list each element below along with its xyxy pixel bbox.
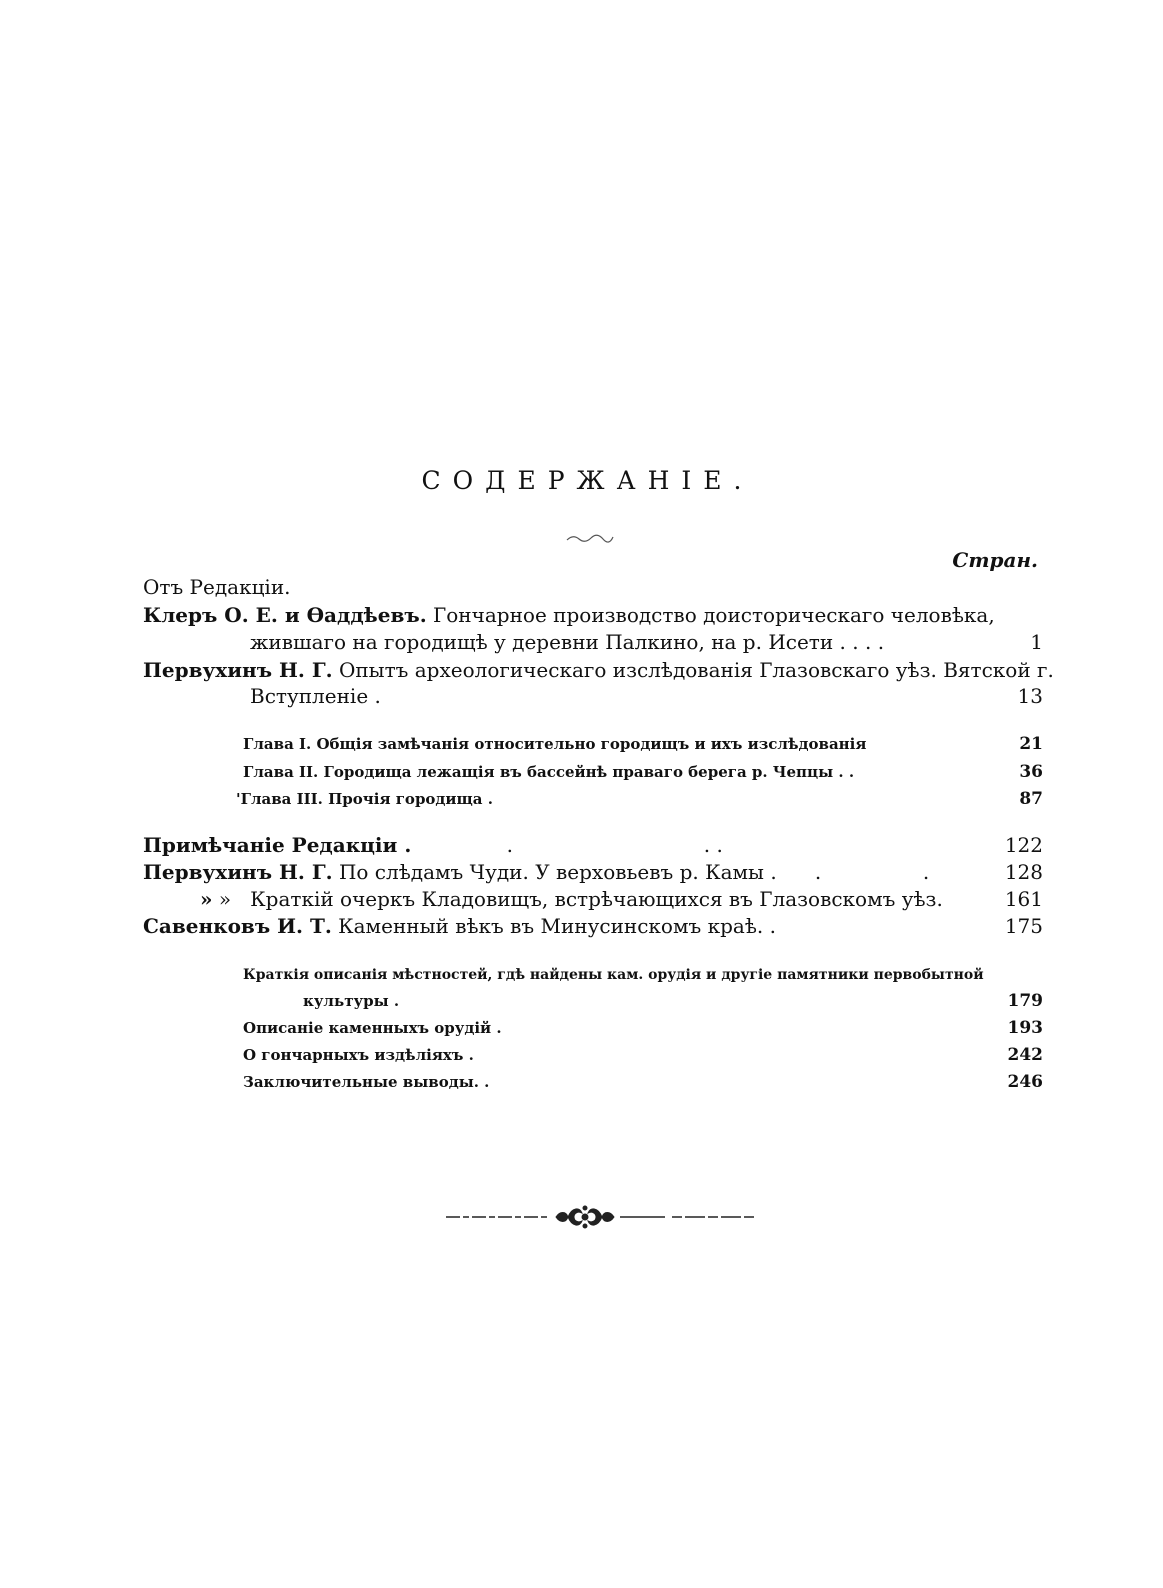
toc-entry-title: Опытъ археологическаго изслѣдованія Глазовскаго уѣз. Вятской г. <box>338 658 1054 682</box>
toc-subentry <box>0 757 1163 787</box>
toc-entry-title: Глава II. Городища лежащія въ бассейнѣ праваго берега р. Чепцы . . <box>243 763 855 781</box>
toc-entry-page: 246 <box>1007 1072 1043 1092</box>
closing-ornament <box>440 1203 760 1231</box>
toc-entry <box>0 911 1163 941</box>
toc-entry-title: жившаго на городищѣ у деревни Палкино, на р. Исети . . . . <box>250 630 885 654</box>
toc-entry-page: 36 <box>1019 762 1043 782</box>
toc-entry <box>0 627 1163 657</box>
toc-entry-text <box>143 911 776 941</box>
toc-entry-page: 21 <box>1019 734 1043 754</box>
toc-entry-page: 1 <box>1030 630 1043 654</box>
toc-entry-title: . . . <box>411 833 723 857</box>
toc-entry-page: 87 <box>1019 789 1043 809</box>
toc-entry-page: 161 <box>1004 887 1043 911</box>
toc-subentry <box>0 1067 1163 1097</box>
toc-subentry <box>0 986 1163 1016</box>
toc-entry-page: 122 <box>1004 833 1043 857</box>
toc-entry-author: Примѣчаніе Редакціи . <box>143 833 412 857</box>
toc-entry-title: О гончарныхъ издѣліяхъ . <box>243 1046 474 1064</box>
toc-entry-page: 175 <box>1004 914 1043 938</box>
toc-entry-page: 128 <box>1004 860 1043 884</box>
toc-subentry <box>0 729 1163 759</box>
toc-entry-title: » Краткій очеркъ Кладовищъ, встрѣчающихся въ Глазовскомъ уѣз. <box>218 887 943 911</box>
toc-entry-title: Описаніе каменныхъ орудій . <box>243 1019 502 1037</box>
toc-entry-title: 'Глава III. Прочія городища . <box>236 790 493 808</box>
toc-entry-title: По слѣдамъ Чуди. У верховьевъ р. Камы . . . <box>338 860 930 884</box>
page-title: СОДЕРЖАНІЕ. <box>421 466 754 495</box>
toc-entry-author: Савенковъ И. Т. <box>143 914 332 938</box>
toc-entry-author: Первухинъ Н. Г. <box>143 860 333 884</box>
toc-subentry <box>0 784 1163 814</box>
toc-entry <box>0 884 1163 914</box>
title-flourish-ornament <box>565 532 615 544</box>
toc-entry-text <box>200 884 943 914</box>
toc-entry-text <box>143 857 929 887</box>
toc-entry-page: 179 <box>1007 991 1043 1011</box>
toc-entry <box>0 600 1163 630</box>
toc-entry <box>0 857 1163 887</box>
toc-entry-author: » <box>200 887 213 911</box>
toc-entry-author: Клеръ О. Е. и Ѳаддѣевъ. <box>143 603 427 627</box>
toc-entry-page: 13 <box>1017 684 1043 708</box>
toc-entry-title: Краткія описанія мѣстностей, гдѣ найдены кам. орудія и другіе памятники первобытной <box>243 967 984 983</box>
toc-entry-title: Гончарное производство доисторическаго человѣка, <box>433 603 995 627</box>
toc-entry-page: 242 <box>1007 1045 1043 1065</box>
toc-entry-title: культуры . <box>303 992 400 1010</box>
toc-entry-author: Первухинъ Н. Г. <box>143 658 333 682</box>
toc-entry-title: Глава I. Общія замѣчанія относительно городищъ и ихъ изслѣдованія <box>243 735 867 753</box>
toc-subentry <box>0 1040 1163 1070</box>
toc-entry-title: Каменный вѣкъ въ Минусинскомъ краѣ. . <box>338 914 776 938</box>
page-column-header: Стран. <box>952 548 1038 572</box>
toc-entry-title: Заключительные выводы. . <box>243 1073 490 1091</box>
toc-entry <box>0 830 1163 860</box>
toc-entry-page: 193 <box>1007 1018 1043 1038</box>
toc-entry-title: Вступленіе . <box>250 684 381 708</box>
toc-entry-text <box>143 600 995 630</box>
toc-entry-text <box>143 830 723 860</box>
toc-entry <box>0 572 1163 602</box>
toc-entry <box>0 681 1163 711</box>
toc-entry-title: Отъ Редакціи. <box>143 575 291 599</box>
toc-subentry <box>0 1013 1163 1043</box>
